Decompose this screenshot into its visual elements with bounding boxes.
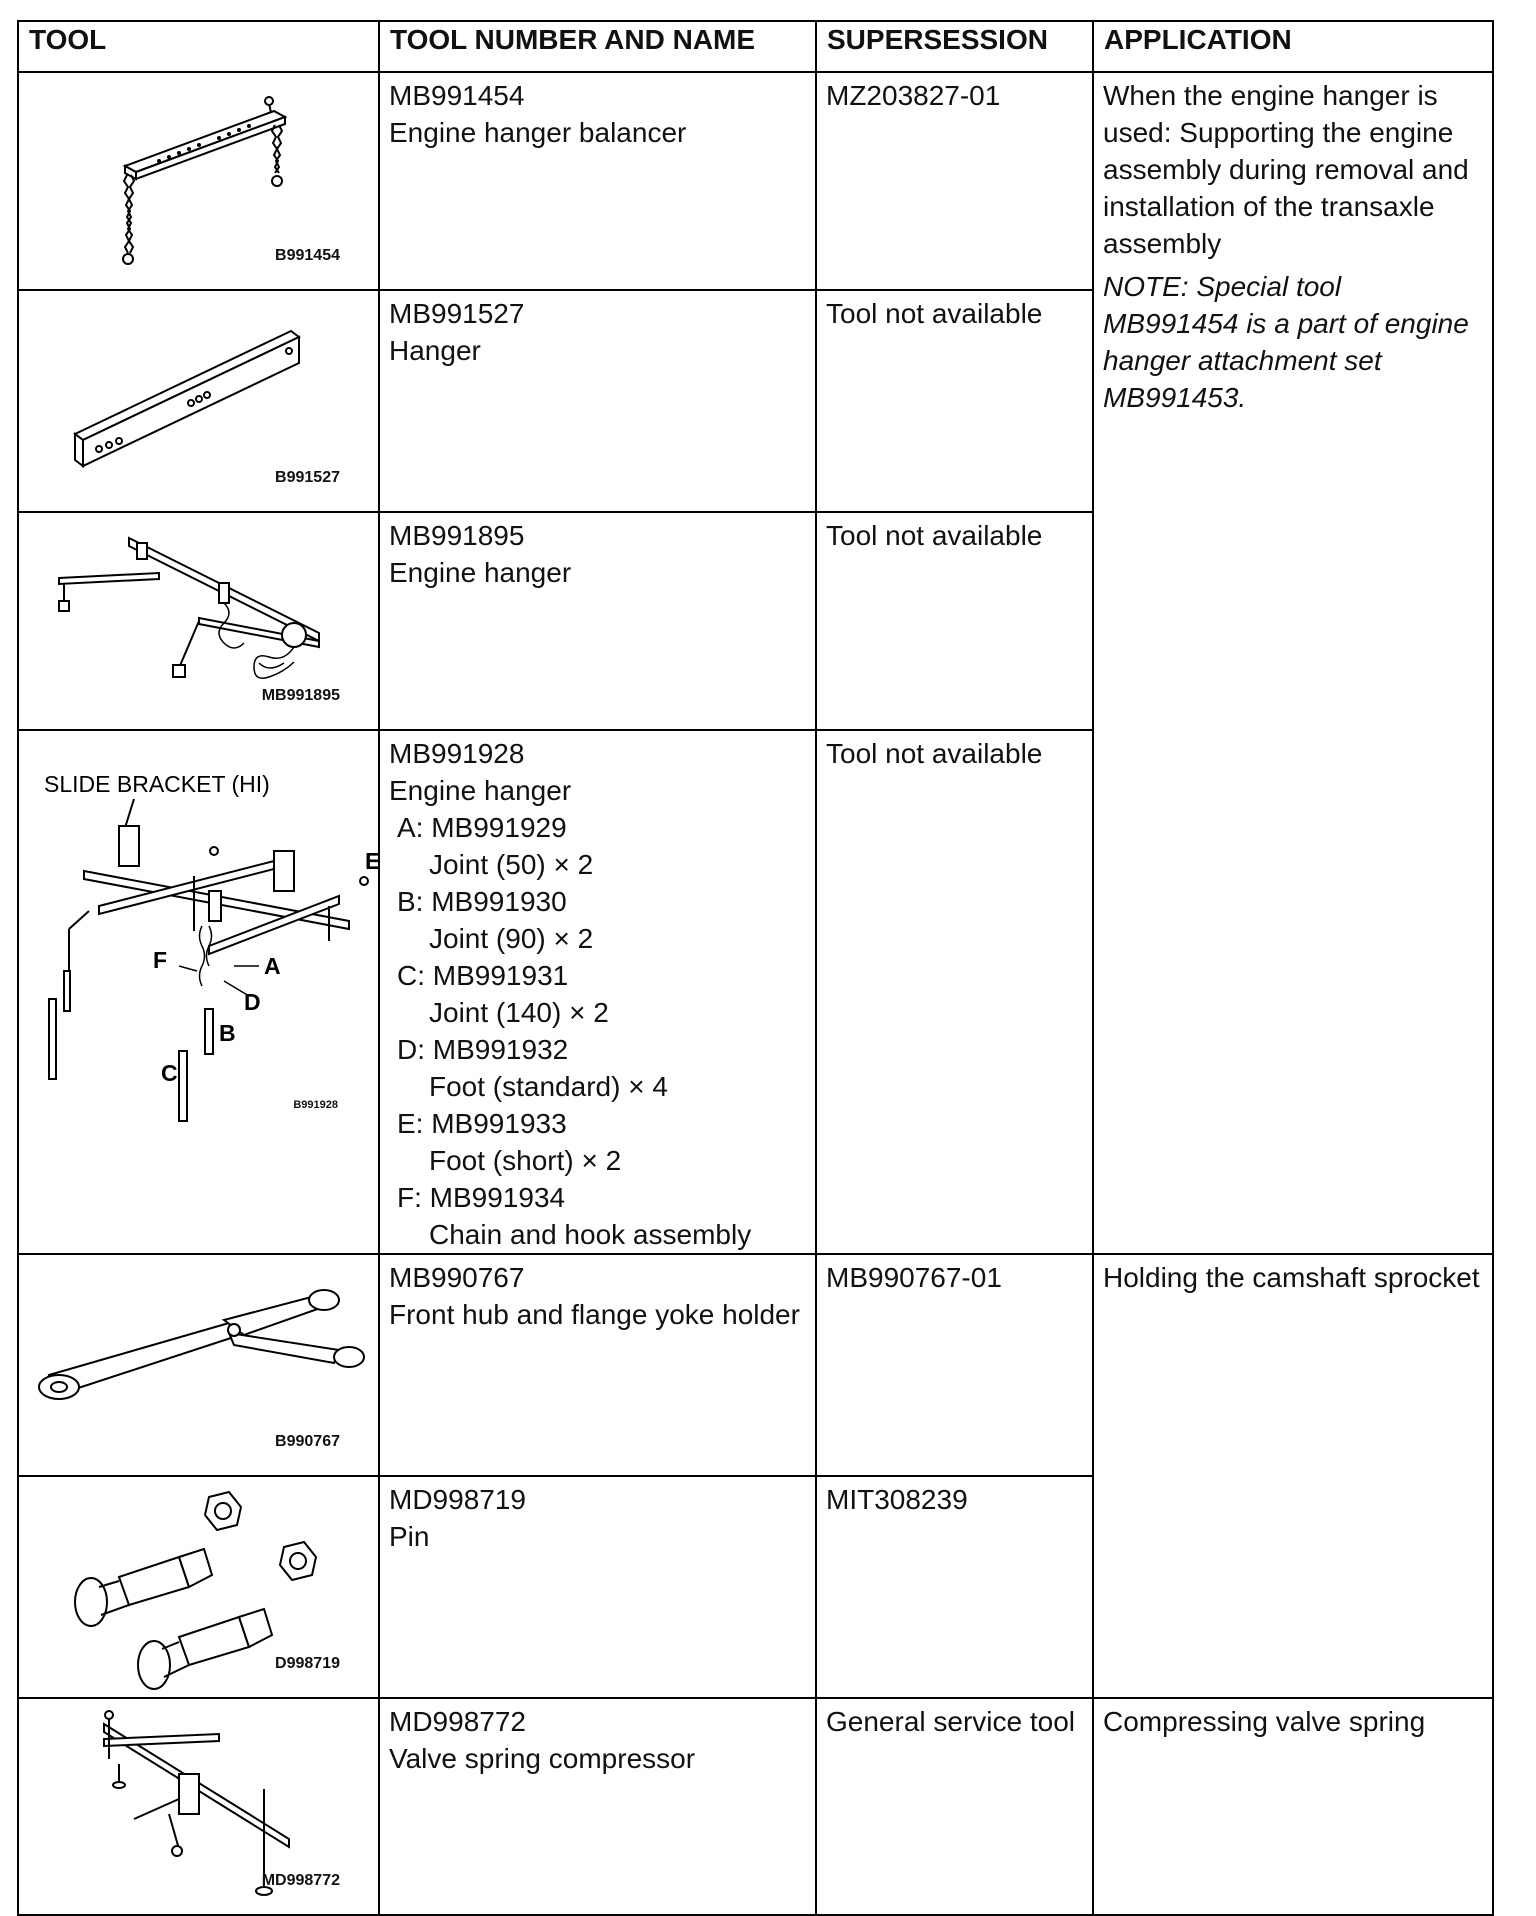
part-description: Joint (140) × 2 [429, 997, 609, 1028]
part-code: D: MB991932 [397, 1034, 569, 1065]
tool-number: MD998719 [389, 1484, 526, 1515]
part-code: C: MB991931 [397, 960, 569, 991]
part-description: Joint (90) × 2 [429, 923, 594, 954]
table-header-row [18, 21, 1493, 72]
tool-number: MB991454 [389, 80, 525, 111]
tool-image-cell [18, 1698, 379, 1915]
application-note: NOTE: Special tool MB991454 is a part of engine hanger attachment set MB991453. [1103, 271, 1469, 413]
letter-d-label: D [244, 989, 261, 1015]
letter-f-label: F [153, 947, 168, 973]
tool-image-caption: MD998772 [261, 1872, 340, 1889]
tool-name: Pin [389, 1521, 430, 1552]
tool-number: MB991527 [389, 298, 525, 329]
application-cell: Holding the camshaft sprocket [1093, 1254, 1493, 1698]
part-code: A: MB991929 [397, 812, 567, 843]
part-code: B: MB991930 [397, 886, 567, 917]
tool-name: Engine hanger [389, 775, 572, 806]
part-description: Joint (50) × 2 [429, 849, 594, 880]
supersession-cell: MIT308239 [816, 1476, 1093, 1698]
tool-number: MB990767 [389, 1262, 525, 1293]
letter-a-label: A [264, 953, 281, 979]
tool-number-name-cell [379, 730, 816, 1254]
part-code: F: MB991934 [397, 1182, 566, 1213]
application-cell: Compressing valve spring [1093, 1698, 1493, 1915]
tool-image-cell [18, 1254, 379, 1476]
tool-name: Valve spring compressor [389, 1743, 696, 1774]
tool-name: Hanger [389, 335, 481, 366]
letter-b-label: B [219, 1020, 236, 1046]
table-row [18, 1254, 1493, 1476]
table-row [18, 1698, 1493, 1915]
part-code: E: MB991933 [397, 1108, 567, 1139]
tool-number-name-cell [379, 290, 816, 512]
tool-name: Engine hanger [389, 557, 572, 588]
tool-number-name-cell [379, 1698, 816, 1915]
header-supersession: SUPERSESSION [816, 21, 1093, 72]
header-application: APPLICATION [1093, 21, 1493, 72]
tool-name: Front hub and flange yoke holder [389, 1299, 800, 1330]
tool-image-cell [18, 290, 379, 512]
tool-image-caption: D998719 [275, 1655, 340, 1672]
supersession-cell: General service tool [816, 1698, 1093, 1915]
part-description: Foot (short) × 2 [429, 1145, 622, 1176]
tool-image-caption: B990767 [275, 1433, 340, 1450]
tool-image-caption: B991454 [275, 247, 340, 264]
tool-image-caption: MB991895 [261, 687, 340, 704]
letter-c-label: C [161, 1060, 178, 1086]
application-cell [1093, 72, 1493, 1254]
letter-e-label: E [365, 848, 380, 874]
supersession-cell: MZ203827-01 [816, 72, 1093, 290]
special-tools-table [17, 20, 1494, 1916]
tool-image-cell [18, 730, 379, 1254]
tool-number-name-cell [379, 1254, 816, 1476]
tool-number: MD998772 [389, 1706, 526, 1737]
tool-image-cell [18, 1476, 379, 1698]
application-text: When the engine hanger is used: Supporting the engine assembly during removal and installation of the transaxle assembly [1103, 80, 1469, 259]
table-row [18, 72, 1493, 290]
tool-image-caption: B991928 [293, 1099, 338, 1111]
tool-number: MB991895 [389, 520, 525, 551]
tool-number: MB991928 [389, 738, 525, 769]
header-tool-number-and-name: TOOL NUMBER AND NAME [379, 21, 816, 72]
supersession-cell: Tool not available [816, 730, 1093, 1254]
tool-number-name-cell [379, 1476, 816, 1698]
part-description: Chain and hook assembly [429, 1219, 752, 1250]
tool-name: Engine hanger balancer [389, 117, 687, 148]
tool-image-caption: B991527 [275, 469, 340, 486]
engine-hanger-kit-illustration [19, 731, 380, 1253]
supersession-cell: Tool not available [816, 290, 1093, 512]
part-description: Foot (standard) × 4 [429, 1071, 668, 1102]
tool-image-cell [18, 512, 379, 730]
tool-image-cell [18, 72, 379, 290]
supersession-cell: MB990767-01 [816, 1254, 1093, 1476]
tool-number-name-cell [379, 72, 816, 290]
slide-bracket-label: SLIDE BRACKET (HI) [44, 771, 270, 797]
header-tool: TOOL [18, 21, 379, 72]
tool-number-name-cell [379, 512, 816, 730]
supersession-cell: Tool not available [816, 512, 1093, 730]
